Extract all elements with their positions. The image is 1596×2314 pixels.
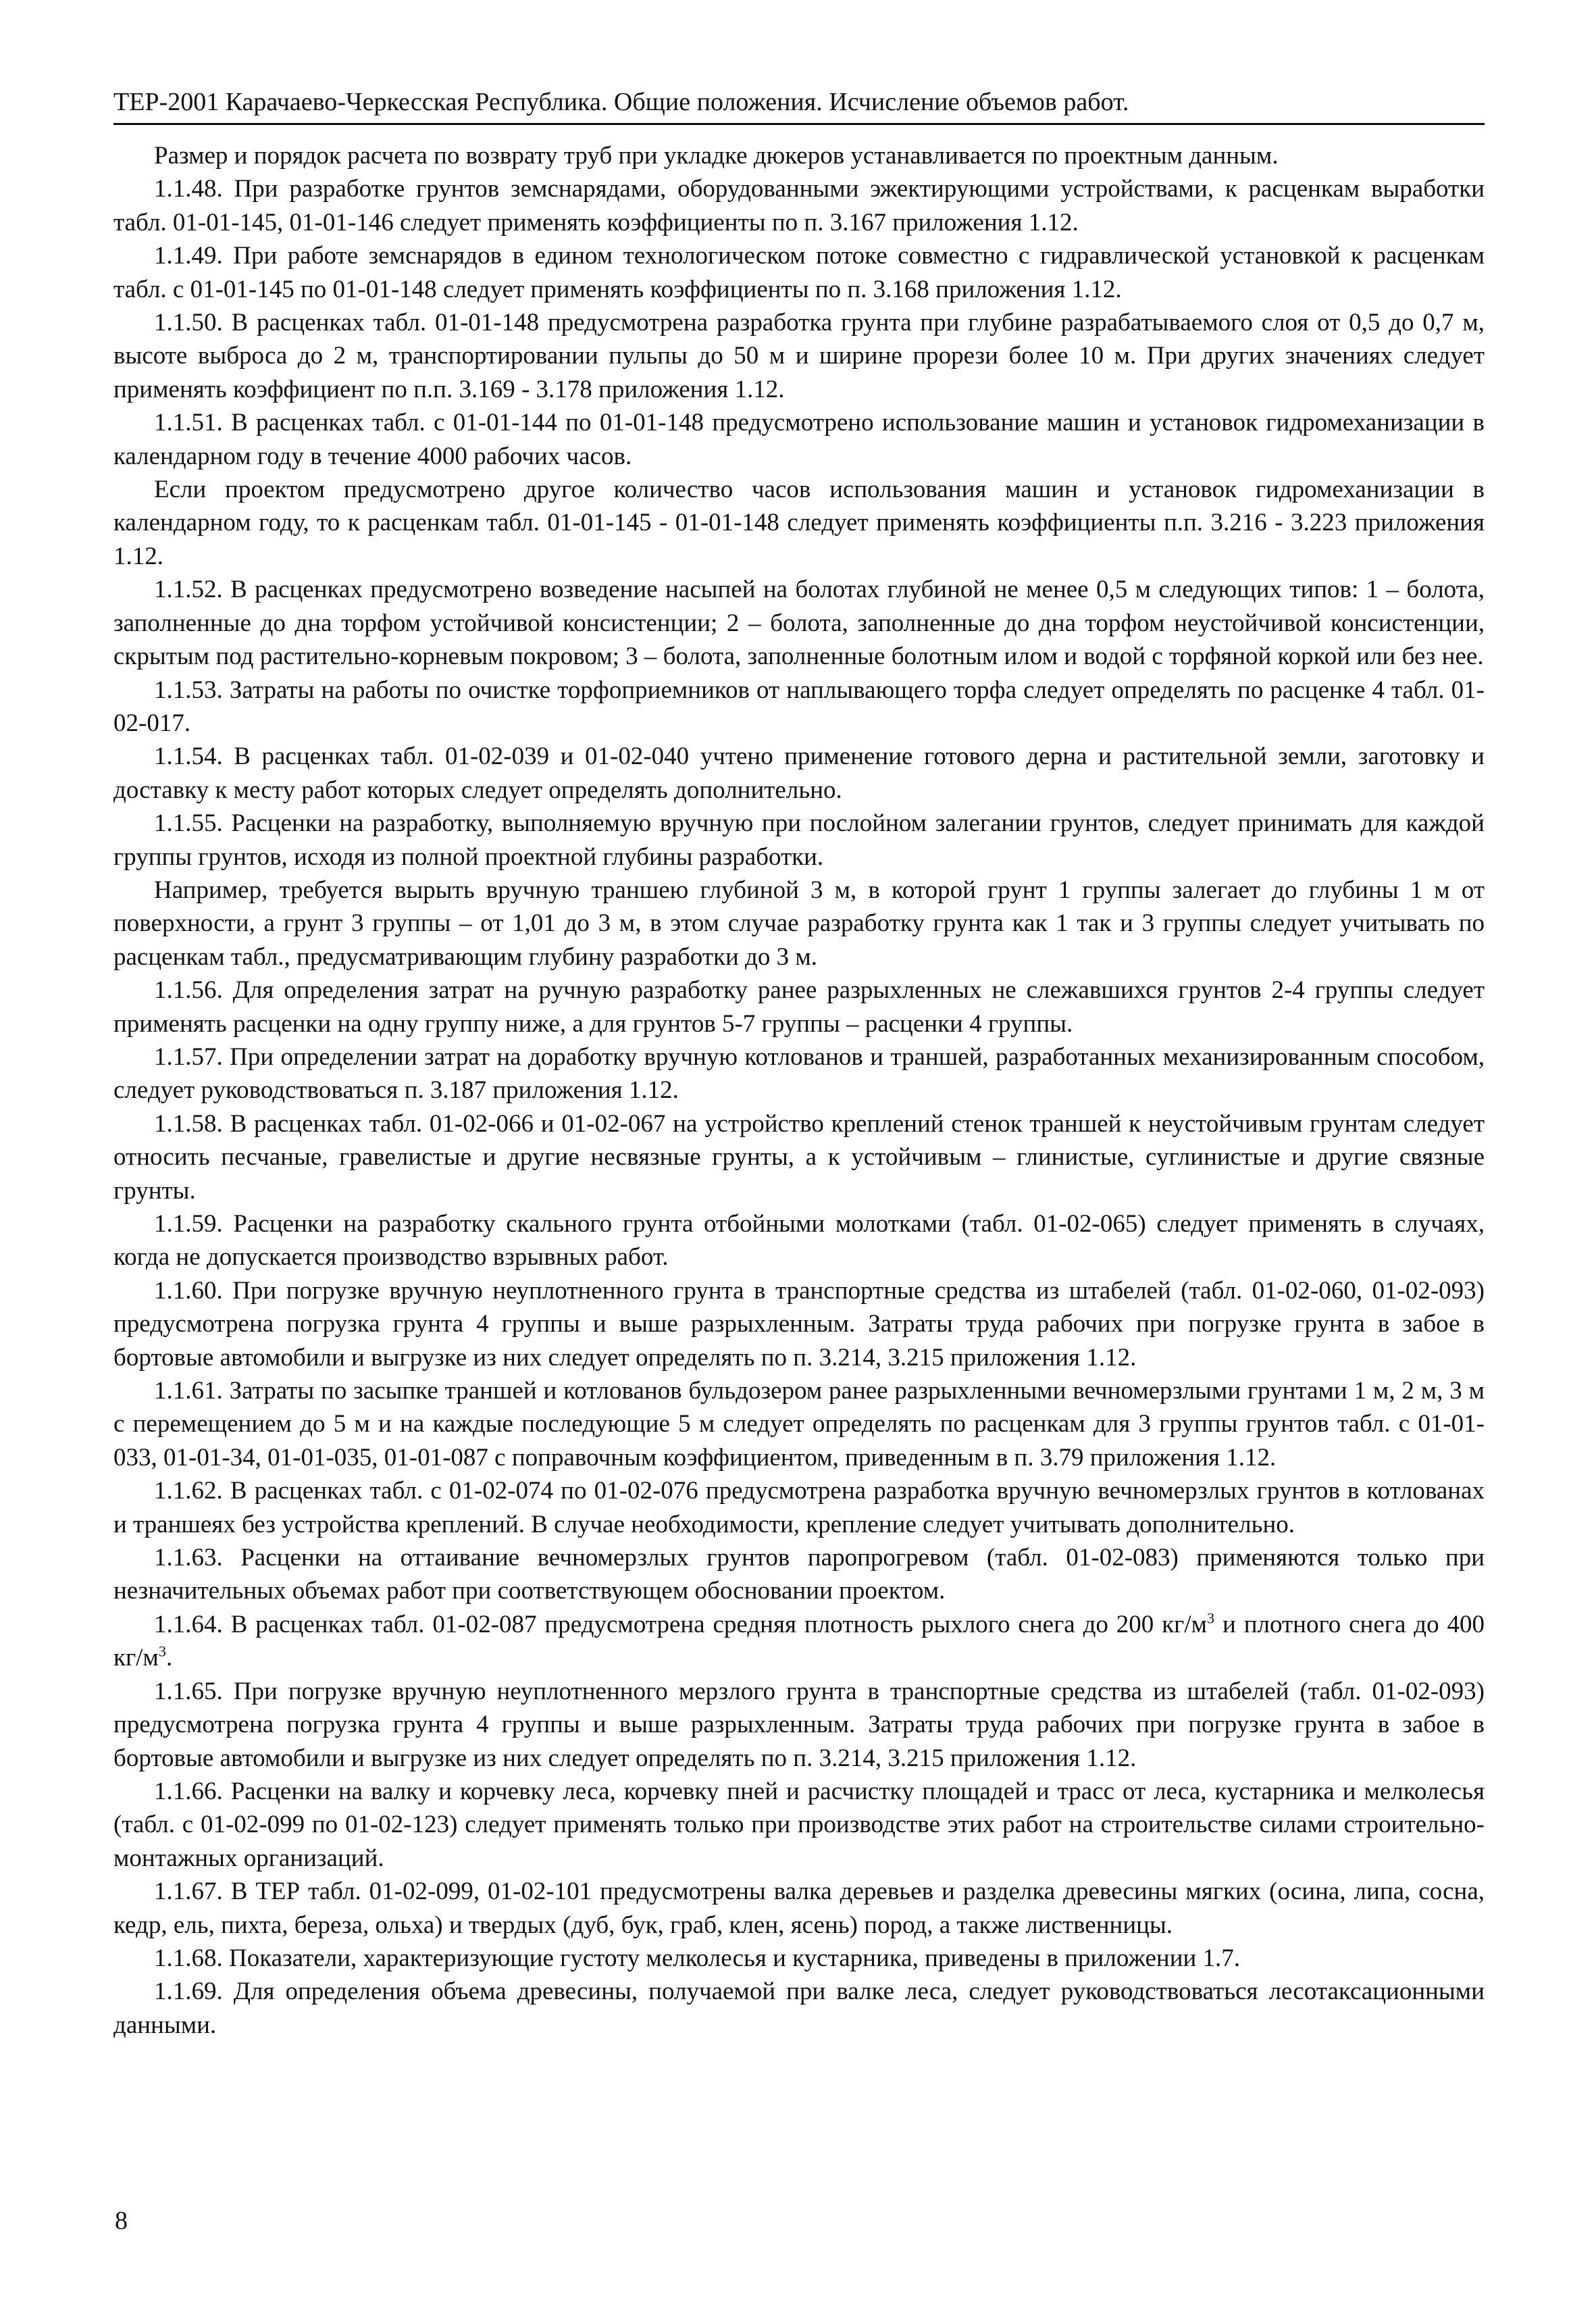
- paragraph-1-1-62: 1.1.62. В расценках табл. с 01-02-074 по 01-02-076 предусмотрена разработка вручную вечномерзлых грунтов в котлованах и траншеях без устройства креплений. В случае необходимости, крепление следует учитывать дополнительно.: [113, 1477, 1485, 1538]
- paragraph-1-1-64-text-a: 1.1.64. В расценках табл. 01-02-087 предусмотрена средняя плотность рыхлого снега до 200 кг/м: [154, 1610, 1208, 1638]
- paragraph-1-1-64-text-b: и плотного снега до 400 кг/м: [113, 1610, 1485, 1672]
- page-body: [113, 139, 1485, 2042]
- page-header: [113, 84, 1485, 125]
- paragraph-1-1-63: 1.1.63. Расценки на оттаивание вечномерзлых грунтов паропрогревом (табл. 01-02-083) применяются только при незначительных объемах работ при соответствующем обосновании проектом.: [113, 1544, 1485, 1605]
- paragraph-1-1-52: 1.1.52. В расценках предусмотрено возведение насыпей на болотах глубиной не менее 0,5 м следующих типов: 1 – болота, заполненные до дна торфом устойчивой консистенции; 2 – болота, заполненные до дна торфом неустойчивой консистенции, скрытым под растительно-корневым покровом; 3 – болота, заполненные болотным илом и водой с торфяной коркой или без нее.: [113, 576, 1485, 671]
- paragraph-1-1-50: 1.1.50. В расценках табл. 01-01-148 предусмотрена разработка грунта при глубине разрабатываемого слоя от 0,5 до 0,7 м, высоте выброса до 2 м, транспортировании пульпы до 50 м и ширине прорези более 10 м. При других значениях следует применять коэффициент по п.п. 3.169 - 3.178 приложения 1.12.: [113, 309, 1485, 403]
- paragraph-1-1-58: 1.1.58. В расценках табл. 01-02-066 и 01-02-067 на устройство креплений стенок траншей к неустойчивым грунтам следует относить песчаные, гравелистые и другие несвязные грунты, а к устойчивым – глинистые, суглинистые и другие связные грунты.: [113, 1109, 1485, 1205]
- paragraph-1-1-51-cont: Если проектом предусмотрено другое количество часов использования машин и установок гидромеханизации в календарном году, то к расценкам табл. 01-01-145 - 01-01-148 следует применять коэффициенты п.п. 3.216 - 3.223 приложения 1.12.: [113, 476, 1485, 570]
- paragraph-1-1-69: 1.1.69. Для определения объема древесины, получаемой при валке леса, следует руководствоваться лесотаксационными данными.: [113, 1978, 1485, 2039]
- paragraph-1-1-51: 1.1.51. В расценках табл. с 01-01-144 по 01-01-148 предусмотрено использование машин и установок гидромеханизации в календарном году в течение 4000 рабочих часов.: [113, 409, 1485, 470]
- superscript-cubic: 3: [158, 1642, 166, 1660]
- page-number: 8: [115, 2207, 128, 2235]
- paragraph-1-1-55-example: Например, требуется вырыть вручную траншею глубиной 3 м, в которой грунт 1 группы залегает до глубины 1 м от поверхности, а грунт 3 группы – от 1,01 до 3 м, в этом случае разработку грунта как 1 так и 3 группы следует учитывать по расценкам табл., предусматривающим глубину разработки до 3 м.: [113, 876, 1485, 971]
- paragraph-1-1-64: [113, 1608, 1485, 1675]
- paragraph-1-1-68: 1.1.68. Показатели, характеризующие густоту мелколесья и кустарника, приведены в приложении 1.7.: [154, 1944, 1241, 1972]
- paragraph-1-1-61: 1.1.61. Затраты по засыпке траншей и котлованов бульдозером ранее разрыхленными вечномерзлыми грунтами 1 м, 2 м, 3 м с перемещением до 5 м и на каждые последующие 5 м следует определять по расценкам для 3 группы грунтов табл. с 01-01-033, 01-01-34, 01-01-035, 01-01-087 с поправочным коэффициентом, приведенным в п. 3.79 приложения 1.12.: [113, 1377, 1485, 1472]
- paragraph-1-1-48: 1.1.48. При разработке грунтов земснарядами, оборудованными эжектирующими устройствами, к расценкам выработки табл. 01-01-145, 01-01-146 следует применять коэффициенты по п. 3.167 приложения 1.12.: [113, 175, 1485, 236]
- paragraph-1-1-65: 1.1.65. При погрузке вручную неуплотненного мерзлого грунта в транспортные средства из штабелей (табл. 01-02-093) предусмотрена погрузка грунта 4 группы и выше разрыхленным. Затраты труда рабочих при погрузке грунта в забое в бортовые автомобили и выгрузке из них следует определять по п. 3.214, 3.215 приложения 1.12.: [113, 1677, 1485, 1772]
- paragraph: Размер и порядок расчета по возврату труб при укладке дюкеров устанавливается по проектным данным.: [154, 142, 1279, 170]
- paragraph-1-1-55: 1.1.55. Расценки на разработку, выполняемую вручную при послойном залегании грунтов, следует принимать для каждой группы грунтов, исходя из полной проектной глубины разработки.: [113, 809, 1485, 871]
- paragraph-1-1-53: 1.1.53. Затраты на работы по очистке торфоприемников от наплывающего торфа следует определять по расценке 4 табл. 01-02-017.: [113, 676, 1485, 737]
- superscript-cubic: 3: [1207, 1609, 1215, 1627]
- paragraph-1-1-57: 1.1.57. При определении затрат на доработку вручную котлованов и траншей, разработанных механизированным способом, следует руководствоваться п. 3.187 приложения 1.12.: [113, 1042, 1485, 1105]
- paragraph-1-1-67: 1.1.67. В ТЕР табл. 01-02-099, 01-02-101 предусмотрены валка деревьев и разделка древесины мягких (осина, липа, сосна, кедр, ель, пихта, береза, ольха) и твердых (дуб, бук, граб, клен, ясень) пород, а также лиственницы.: [113, 1878, 1485, 1939]
- paragraph-1-1-54: 1.1.54. В расценках табл. 01-02-039 и 01-02-040 учтено применение готового дерна и растительной земли, заготовку и доставку к месту работ которых следует определять дополнительно.: [113, 743, 1485, 804]
- paragraph-1-1-49: 1.1.49. При работе земснарядов в едином технологическом потоке совместно с гидравлической установкой к расценкам табл. с 01-01-145 по 01-01-148 следует применять коэффициенты по п. 3.168 приложения 1.12.: [113, 242, 1485, 303]
- paragraph-1-1-59: 1.1.59. Расценки на разработку скального грунта отбойными молотками (табл. 01-02-065) следует применять в случаях, когда не допускается производство взрывных работ.: [113, 1210, 1485, 1272]
- paragraph-1-1-66: 1.1.66. Расценки на валку и корчевку леса, корчевку пней и расчистку площадей и трасс от леса, кустарника и мелколесья (табл. с 01-02-099 по 01-02-123) следует применять только при производстве этих работ на строительстве силами строительно-монтажных организаций.: [113, 1777, 1485, 1872]
- document-title: ТЕР-2001 Карачаево-Черкесская Республика. Общие положения. Исчисление объемов работ.: [113, 88, 1129, 116]
- paragraph-1-1-64-text-c: .: [165, 1644, 173, 1672]
- paragraph-1-1-60: 1.1.60. При погрузке вручную неуплотненного грунта в транспортные средства из штабелей (табл. 01-02-060, 01-02-093) предусмотрена погрузка грунта 4 группы и выше разрыхленным. Затраты труда рабочих при погрузке грунта в забое в бортовые автомобили и выгрузке из них следует определять по п. 3.214, 3.215 приложения 1.12.: [113, 1276, 1485, 1372]
- paragraph-1-1-56: 1.1.56. Для определения затрат на ручную разработку ранее разрыхленных не слежавшихся грунтов 2-4 группы следует применять расценки на одну группу ниже, а для грунтов 5-7 группы – расценки 4 группы.: [113, 976, 1485, 1038]
